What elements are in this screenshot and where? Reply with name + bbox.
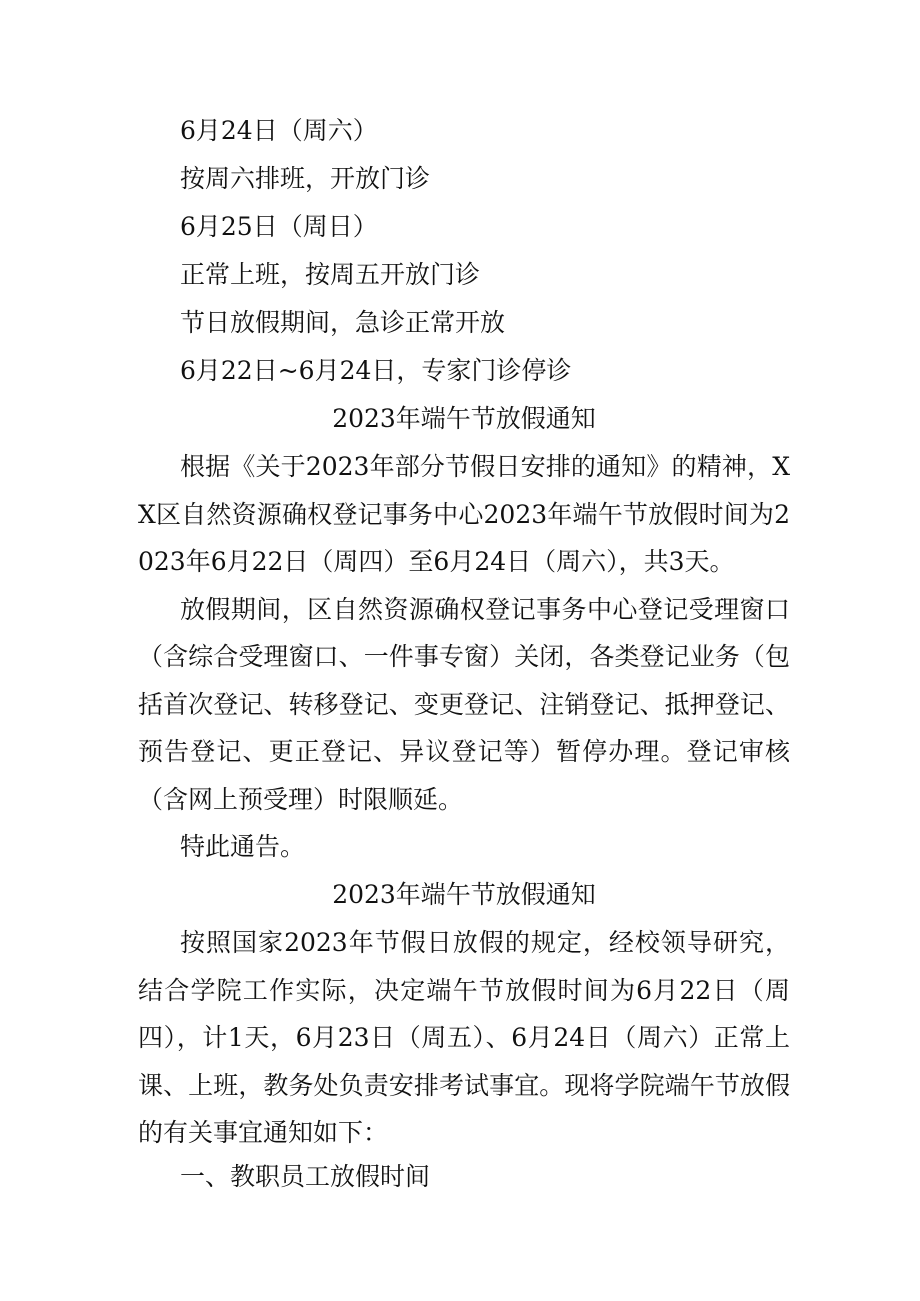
- schedule-line-emergency: 节日放假期间，急诊正常开放: [180, 308, 506, 337]
- notice1-title: 2023年端午节放假通知: [332, 404, 596, 433]
- schedule-line-saturday-shift: 按周六排班，开放门诊: [180, 164, 431, 193]
- schedule-line-expert-clinic: 6月22日~6月24日，专家门诊停诊: [180, 356, 572, 385]
- notice1-closing: 特此通告。: [180, 832, 306, 861]
- schedule-line-date-jun24: 6月24日（周六）: [180, 116, 378, 145]
- notice2-title: 2023年端午节放假通知: [332, 880, 596, 909]
- notice2-section-heading: 一、教职员工放假时间: [180, 1161, 431, 1191]
- document-body: [138, 107, 790, 1197]
- notice1-paragraph-closure: 放假期间，区自然资源确权登记事务中心登记受理窗口（含综合受理窗口、一件事专窗）关闭，各类登记业务（包括首次登记、转移登记、变更登记、注销登记、抵押登记、预告登记、更正登记、异议登记等）暂停办理。登记审核（含网上预受理）时限顺延。: [138, 594, 790, 814]
- schedule-line-normal-work: 正常上班，按周五开放门诊: [180, 260, 481, 289]
- schedule-line-date-jun25: 6月25日（周日）: [180, 212, 378, 241]
- notice2-paragraph-arrangement: 按照国家2023年节假日放假的规定，经校领导研究，结合学院工作实际，决定端午节放假时间为6月22日（周四），计1天，6月23日（周五）、6月24日（周六）正常上课、上班，教务处负责安排考试事宜。现将学院端午节放假的有关事宜通知如下：: [138, 928, 790, 1147]
- notice1-paragraph-basis: 根据《关于2023年部分节假日安排的通知》的精神，XX区自然资源确权登记事务中心2023年端午节放假时间为2023年6月22日（周四）至6月24日（周六），共3天。: [138, 452, 790, 576]
